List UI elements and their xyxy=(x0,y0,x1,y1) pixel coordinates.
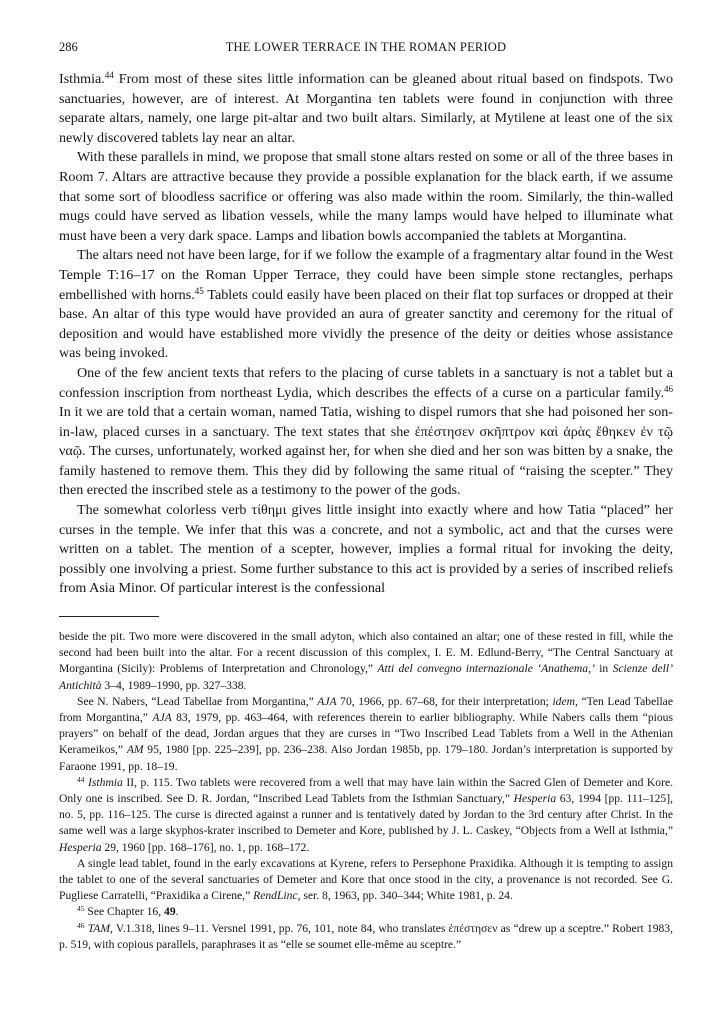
paragraph: The somewhat colorless verb τίθημι gives little insight into exactly where and how Tatia “placed” her curses in the temple. We infer that this was a concrete, and not a symbolic, act and that the curses were written on a tablet. The mention of a scepter, however, implies a formal ritual for invoking the deity, possibly one involving a priest. Some further substance to this act is provided by a series of inscribed reliefs from Asia Minor. Of particular interest is the confessional xyxy=(59,502,673,597)
page-header xyxy=(59,40,673,62)
footnote-46: $^{46}$ TAM, V.1.318, lines 9–11. Versnel 1991, pp. 76, 101, note 84, who translates ἐπέστησεν as “drew up a sceptre.” Robert 1983, p. 519, with copious parallels, paraphrases it as “elle se soumet elle-même au sceptre.” xyxy=(59,920,673,951)
footnote-44: $^{44}$ Isthmia II, p. 115. Two tablets were recovered from a well that may have lain within the Sacred Glen of Demeter and Kore. Only one is inscribed. See D. R. Jordan, “Inscribed Lead Tablets from the Isthmian Sanctuary,” Hesperia 63, 1994 [pp. 111–125], no. 5, pp. 116–125. The curse is directed against a runner and is tentatively dated by Jordan to the 3rd century after Christ. In the same well was a large skyphos-krater inscribed to Demeter and Kore, published by J. L. Caskey, “Objects from a Well at Isthmia,” Hesperia 29, 1960 [pp. 168–176], no. 1, pp. 168–172. xyxy=(59,774,674,854)
footnote-ref: 45 xyxy=(194,285,204,296)
page-number: 286 xyxy=(59,40,78,54)
paragraph: With these parallels in mind, we propose that small stone altars rested on some or all of the three bases in Room 7. Altars are attractive because they provide a possible explanation for the black earth, if we assume that some sort of bloodless sacrifice or offering was also made within the room. Similarly, the thin-walled mugs could have served as libation vessels, while the many lamps would have helped to illuminate what must have been a very dark space. Lamps and libation bowls accompanied the tablets at Morgantina. xyxy=(59,149,673,244)
paragraph: The altars need not have been large, for if we follow the example of a fragmentary altar found in the West Temple T:16–17 on the Roman Upper Terrace, they could have been simple stone rectangles, perhaps embellished with horns.$^{45}$ Tablets could easily have been placed on their flat top surfaces or dropped at their base. An altar of this type would have provided an aura of greater sanctity and ceremony for the ritual of deposition and would have established more vividly the presence of the deity or deities whose assistance was being invoked. xyxy=(59,247,674,362)
footnote-ref: 44 xyxy=(104,70,114,80)
footnotes xyxy=(59,629,673,953)
footnote-number: 44 xyxy=(77,774,85,784)
footnote-number: 45 xyxy=(77,904,85,914)
footnote: A single lead tablet, found in the early excavations at Kyrene, refers to Persephone Praxidika. Although it is tempting to assign the tablet to one of the several sanctuaries of Demeter and Kore that once stood in the city, a provenance is not recorded. See G. Pugliese Carratelli, “Praxidika a Cirene,” RendLinc, ser. 8, 1963, pp. 340–344; White 1981, p. 24. xyxy=(59,856,673,903)
footnote-45: $^{45}$ See Chapter 16, 49. xyxy=(77,904,179,919)
footnote: beside the pit. Two more were discovered in the small adyton, which also contained an altar; one of these rested in fill, while the second had been built into the altar. For a recent discussion of this complex, I. E. M. Edlund-Berry, “The Central Sanctuary at Morgantina (Sicily): Problems of Interpretation and Chronology,” Atti del convegno internazionale ‘Anathema,’ in Scienze dell’ Antichità 3–4, 1989–1990, pp. 327–338. xyxy=(59,630,673,692)
footnote-ref: 46 xyxy=(664,383,673,394)
paragraph: Isthmia.$^{44}$ From most of these sites little information can be gleaned about ritual based on findspots. Two sanctuaries, however, are of interest. At Morgantina ten tablets were found in conjunction with three separate altars, namely, one large pit-altar and two built altars. Similarly, at Mytilene at least one of the six newly discovered tablets lay near an altar. xyxy=(59,70,673,146)
footnote: See N. Nabers, “Lead Tabellae from Morgantina,” AJA 70, 1966, pp. 67–68, for their interpretation; idem, “Ten Lead Tabellae from Morgantina,” AJA 83, 1979, pp. 463–464, with references therein to earlier bibliography. While Nabers calls them “pious prayers” on behalf of the dead, Jordan argues that they are curses in “Two Inscribed Lead Tablets from a Well in the Athenian Kerameikos,” AM 95, 1980 [pp. 225–239], pp. 236–238. Also Jordan 1985b, pp. 179–180. Jordan’s interpretation is supported by Faraone 1991, pp. 18–19. xyxy=(59,694,673,773)
book-page xyxy=(59,40,673,953)
paragraph: One of the few ancient texts that refers to the placing of curse tablets in a sanctuary is not a tablet but a confession inscription from northeast Lydia, which describes the effects of a curse on a particular family.$^{46}$ In it we are told that a certain woman, named Tatia, wishing to dispel rumors that she had poisoned her son-in-law, placed curses in a sanctuary. The text states that she ἐπέστησεν σκῆπτρον καὶ ἀρὰς ἔθηκεν ἐν τῷ ναῷ. The curses, unfortunately, worked against her, for when she died and her son was bitten by a snake, the family hastened to remove them. This they did by following the same ritual of “raising the scepter.” They then erected the inscribed stele as a testimony to the power of the gods. xyxy=(59,364,673,499)
footnote-divider xyxy=(59,616,159,617)
body-text xyxy=(59,70,673,599)
running-head: THE LOWER TERRACE IN THE ROMAN PERIOD xyxy=(225,40,507,54)
footnote-number: 46 xyxy=(77,920,85,930)
